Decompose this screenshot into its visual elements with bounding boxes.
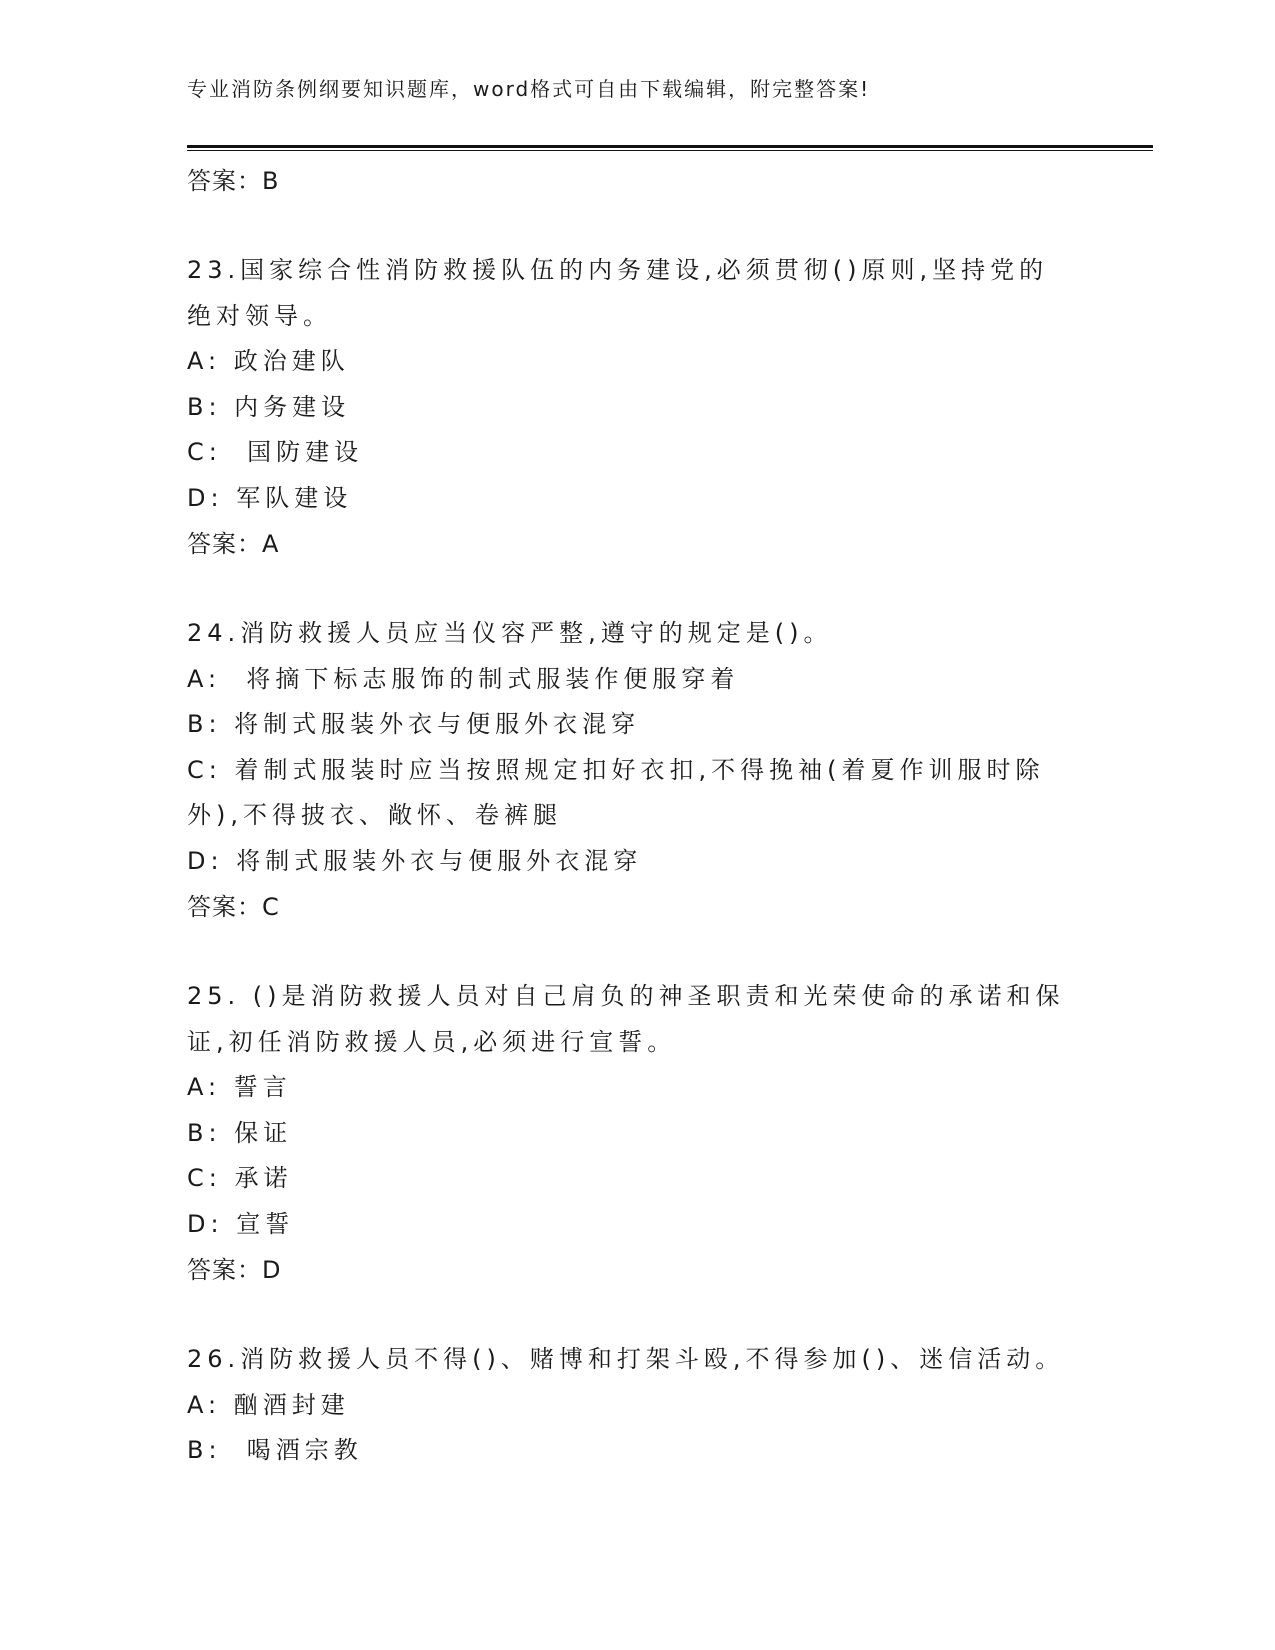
page-header: 专业消防条例纲要知识题库，word格式可自由下载编辑，附完整答案!	[187, 77, 871, 101]
question-stem: 25. ()是消防救援人员对自己肩负的神圣职责和光荣使命的承诺和保证,初任消防救援人员,必须进行宣誓。	[187, 982, 1065, 1056]
question-stem: 26.消防救援人员不得()、赌博和打架斗殴,不得参加()、迷信活动。	[187, 1345, 1065, 1373]
option-c: C: 着制式服装时应当按照规定扣好衣扣,不得挽袖(着夏作训服时除外),不得披衣、敞怀、卷裤腿	[187, 755, 1045, 829]
option-d: D: 军队建设	[187, 483, 353, 512]
question-23	[187, 248, 1077, 567]
answer-line: 答案：A	[187, 530, 280, 558]
option-a: A: 政治建队	[187, 347, 350, 375]
option-d: D: 将制式服装外衣与便服外衣混穿	[187, 846, 643, 875]
question-list	[187, 158, 1077, 1474]
answer-line: 答案：B	[187, 167, 280, 195]
option-d: D: 宣誓	[187, 1209, 295, 1238]
option-b: B: 内务建设	[187, 392, 351, 421]
option-a: A: 将摘下标志服饰的制式服装作便服穿着	[187, 664, 740, 693]
header-rule-thick	[187, 145, 1153, 148]
option-a: A: 酗酒封建	[187, 1390, 350, 1419]
question-25	[187, 974, 1077, 1293]
option-b: B: 将制式服装外衣与便服外衣混穿	[187, 710, 641, 738]
answer-line: 答案：C	[187, 893, 280, 921]
question-26	[187, 1337, 1077, 1474]
option-b: B: 保证	[187, 1118, 293, 1147]
option-b: B: 喝酒宗教	[187, 1436, 363, 1464]
answer-line: 答案：D	[187, 1256, 282, 1284]
option-c: C: 国防建设	[187, 438, 364, 466]
option-a: A: 誓言	[187, 1073, 292, 1101]
header-rule-thin	[187, 150, 1153, 151]
option-c: C: 承诺	[187, 1164, 293, 1192]
question-stem: 23.国家综合性消防救援队伍的内务建设,必须贯彻()原则,坚持党的绝对领导。	[187, 256, 1049, 330]
question-24	[187, 611, 1077, 930]
question-stem: 24.消防救援人员应当仪容严整,遵守的规定是()。	[187, 619, 833, 647]
